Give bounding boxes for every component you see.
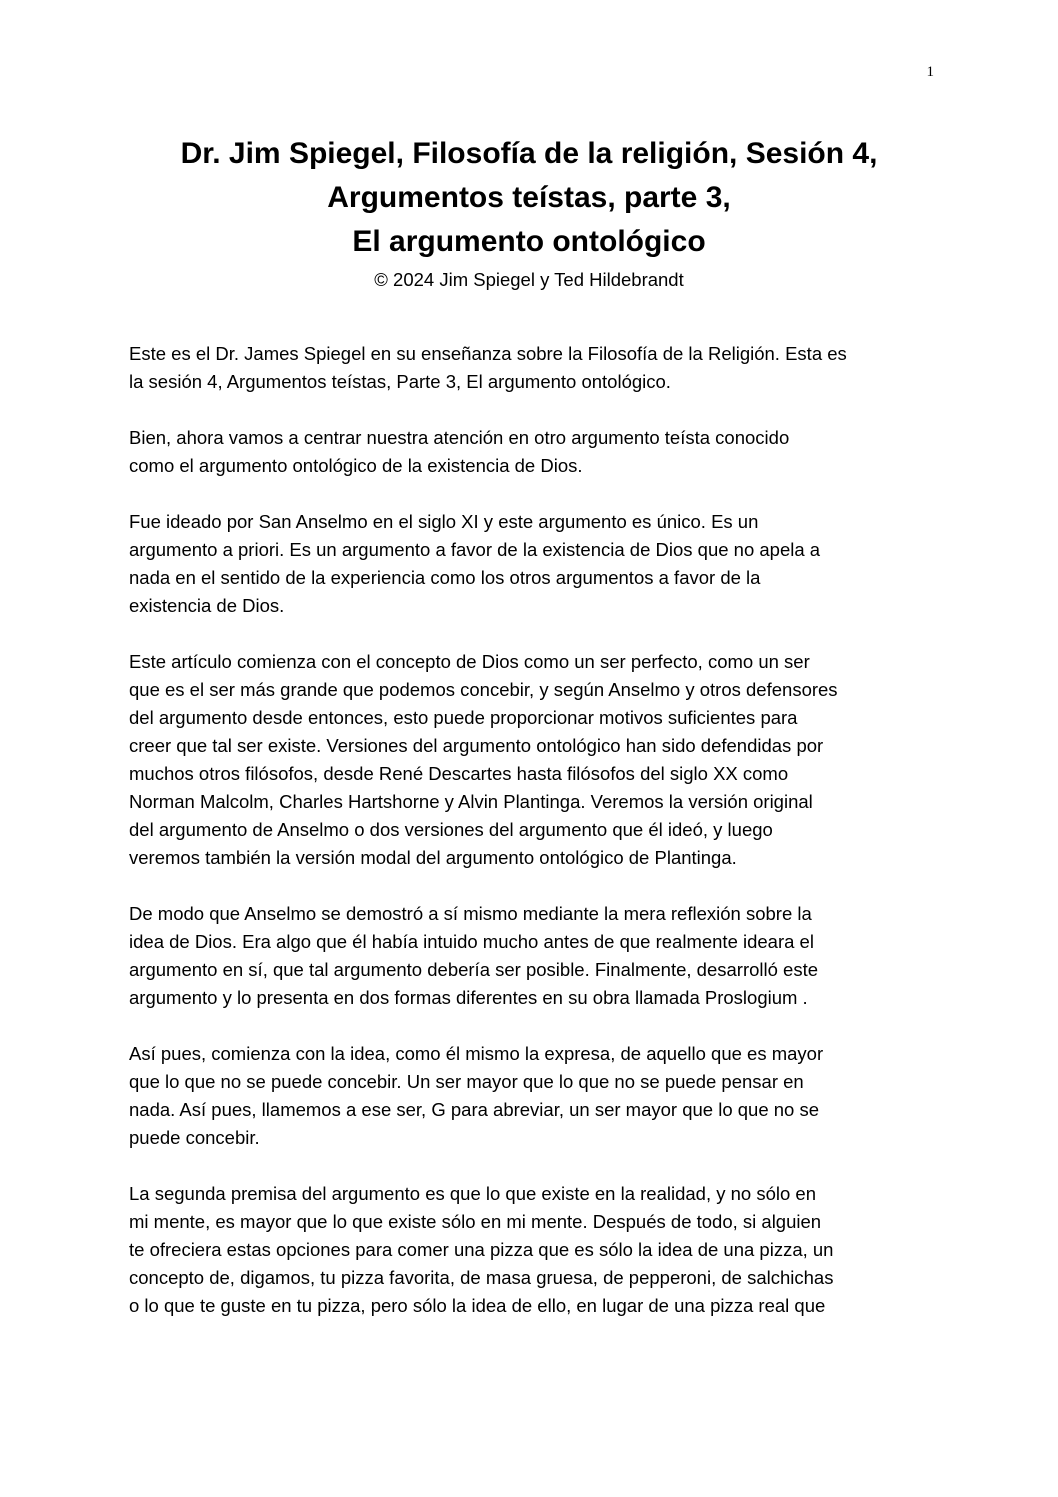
text-line: muchos otros filósofos, desde René Descartes hasta filósofos del siglo XX como <box>129 763 789 784</box>
text-line: argumento a priori. Es un argumento a favor de la existencia de Dios que no apela a <box>129 539 821 560</box>
text-line: puede concebir. <box>129 1127 260 1148</box>
text-line: del argumento de Anselmo o dos versiones del argumento que él ideó, y luego <box>129 819 773 840</box>
paragraph <box>129 340 939 396</box>
paragraph <box>129 1040 939 1152</box>
paragraph <box>129 1180 939 1320</box>
text-line: nada. Así pues, llamemos a ese ser, G para abreviar, un ser mayor que lo que no se <box>129 1099 820 1120</box>
text-line: Fue ideado por San Anselmo en el siglo XI y este argumento es único. Es un <box>129 511 759 532</box>
text-line: que es el ser más grande que podemos concebir, y según Anselmo y otros defensores <box>129 679 838 700</box>
text-line: De modo que Anselmo se demostró a sí mismo mediante la mera reflexión sobre la <box>129 903 812 924</box>
text-line: argumento y lo presenta en dos formas diferentes en su obra llamada Proslogium . <box>129 987 808 1008</box>
text-line: como el argumento ontológico de la existencia de Dios. <box>129 455 583 476</box>
text-line: Bien, ahora vamos a centrar nuestra atención en otro argumento teísta conocido <box>129 427 790 448</box>
paragraph <box>129 648 939 872</box>
text-line: te ofreciera estas opciones para comer una pizza que es sólo la idea de una pizza, un <box>129 1239 834 1260</box>
text-line: o lo que te guste en tu pizza, pero sólo la idea de ello, en lugar de una pizza real que <box>129 1295 826 1316</box>
title-line: Dr. Jim Spiegel, Filosofía de la religión, Sesión 4, <box>180 137 878 170</box>
text-line: concepto de, digamos, tu pizza favorita, de masa gruesa, de pepperoni, de salchichas <box>129 1267 834 1288</box>
paragraph <box>129 424 939 480</box>
text-line: la sesión 4, Argumentos teístas, Parte 3, El argumento ontológico. <box>129 371 671 392</box>
text-line: existencia de Dios. <box>129 595 285 616</box>
text-line: idea de Dios. Era algo que él había intuido mucho antes de que realmente ideara el <box>129 931 814 952</box>
text-line: mi mente, es mayor que lo que existe sólo en mi mente. Después de todo, si alguien <box>129 1211 822 1232</box>
text-line: creer que tal ser existe. Versiones del argumento ontológico han sido defendidas por <box>129 735 824 756</box>
text-line: del argumento desde entonces, esto puede proporcionar motivos suficientes para <box>129 707 798 728</box>
paragraph <box>129 508 939 620</box>
copyright-notice: © 2024 Jim Spiegel y Ted Hildebrandt <box>374 269 684 290</box>
text-line: Así pues, comienza con la idea, como él mismo la expresa, de aquello que es mayor <box>129 1043 824 1064</box>
paragraph <box>129 900 939 1012</box>
text-line: La segunda premisa del argumento es que lo que existe en la realidad, y no sólo en <box>129 1183 817 1204</box>
text-line: nada en el sentido de la experiencia como los otros argumentos a favor de la <box>129 567 761 588</box>
text-line: Este es el Dr. James Spiegel en su enseñanza sobre la Filosofía de la Religión. Esta es <box>129 343 847 364</box>
document-title <box>60 132 998 264</box>
page-number: 1 <box>926 64 934 80</box>
text-line: Este artículo comienza con el concepto de Dios como un ser perfecto, como un ser <box>129 651 810 672</box>
title-line: El argumento ontológico <box>352 225 706 258</box>
text-line: veremos también la versión modal del argumento ontológico de Plantinga. <box>129 847 737 868</box>
text-line: argumento en sí, que tal argumento debería ser posible. Finalmente, desarrolló este <box>129 959 819 980</box>
title-line: Argumentos teístas, parte 3, <box>327 181 731 214</box>
text-line: Norman Malcolm, Charles Hartshorne y Alvin Plantinga. Veremos la versión original <box>129 791 813 812</box>
document-body <box>129 340 939 1348</box>
text-line: que lo que no se puede concebir. Un ser mayor que lo que no se puede pensar en <box>129 1071 804 1092</box>
